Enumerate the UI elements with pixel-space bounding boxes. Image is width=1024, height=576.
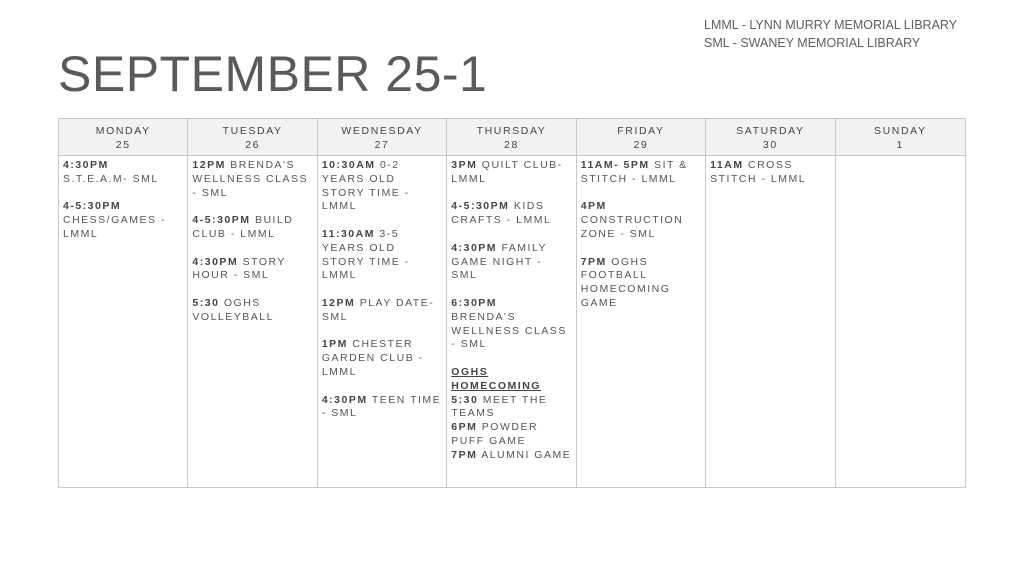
event-time: 10:30AM [321,159,376,171]
day-date: 26 [245,139,261,151]
day-name: SATURDAY [736,125,805,137]
event-time: 11AM- 5PM [580,159,650,171]
event-text: QUILT CLUB- LMML [451,159,563,185]
library-legend [704,16,957,52]
day-cell-monday [59,156,188,487]
day-header-wednesday [318,119,447,156]
event-item [63,200,183,241]
event-time: 4:30PM [321,393,368,406]
day-name: SUNDAY [873,125,927,137]
event-item [451,200,571,228]
event-text: BRENDA'S WELLNESS CLASS - SML [451,310,567,351]
event-text: TEEN TIME - SML [321,393,442,420]
day-header-tuesday [188,119,317,156]
legend-sml: SML - SWANEY MEMORIAL LIBRARY [704,36,921,50]
event-time: 5:30 [192,296,220,309]
day-date: 28 [504,139,519,151]
event-text: S.T.E.A.M- SML [63,172,159,185]
event-text: FAMILY GAME NIGHT - SML [451,241,547,282]
event-item [192,256,312,284]
event-time: 7PM [580,255,607,268]
event-item [581,159,701,187]
event-time: 5:30 [451,393,479,406]
event-text: PLAY DATE- SML [321,296,435,323]
day-header-friday [577,119,706,156]
weekly-calendar [58,118,966,488]
day-name: MONDAY [95,125,151,137]
event-item [322,159,442,214]
day-header-monday [59,119,188,156]
event-text: SIT & STITCH - LMML [580,159,688,185]
day-name: TUESDAY [222,125,283,137]
event-text: CONSTRUCTION ZONE - SML [580,214,684,240]
day-name: WEDNESDAY [341,125,423,137]
legend-lmml: LMML - LYNN MURRY MEMORIAL LIBRARY [704,18,958,32]
event-text: OGHS FOOTBALL HOMECOMING GAME [580,255,671,309]
day-cell-thursday [447,156,576,487]
event-time: 4PM [580,200,607,213]
event-item [581,256,701,311]
event-time: 3PM [451,159,478,171]
event-time: 11AM [710,159,744,171]
event-time: 4-5:30PM [192,214,251,227]
page-title: SEPTEMBER 25-1 [58,46,488,102]
event-item [451,159,571,187]
event-time: 1PM [321,338,348,351]
event-item [322,228,442,283]
event-time: 4:30PM [192,255,239,268]
homecoming-heading [451,366,571,394]
event-item [192,214,312,242]
event-item [451,242,571,283]
event-item [192,159,312,200]
day-name: FRIDAY [617,125,665,137]
day-header-saturday [706,119,835,156]
event-text: CROSS STITCH - LMML [710,159,807,185]
day-date: 27 [374,139,390,151]
event-time: 6PM [451,421,478,434]
event-time: 6:30PM [451,296,498,309]
event-item [451,421,571,449]
event-text: 0-2 YEARS OLD STORY TIME - LMML [321,159,410,213]
event-text: BUILD CLUB - LMML [192,214,294,240]
event-item [451,297,571,352]
event-text: KIDS CRAFTS - LMML [451,200,552,227]
event-text: 3-5 YEARS OLD STORY TIME - LMML [321,227,410,282]
day-name: THURSDAY [476,125,547,137]
day-cell-tuesday [188,156,317,487]
event-text: CHESTER GARDEN CLUB - LMML [321,338,424,378]
day-cell-wednesday [318,156,447,487]
day-cell-friday [577,156,706,487]
event-item [63,159,183,187]
event-text: POWDER PUFF GAME [451,421,539,447]
event-time: 12PM [321,296,356,309]
day-date: 29 [633,139,649,151]
day-date: 30 [762,139,778,151]
event-item [451,394,571,422]
event-item [581,200,701,241]
day-cell-saturday [706,156,835,487]
day-header-thursday [447,119,576,156]
event-time: 4-5:30PM [451,200,510,213]
day-cell-sunday [836,156,965,487]
event-time: 12PM [192,159,226,171]
event-item [322,394,442,422]
event-time: 4-5:30PM [63,200,122,213]
day-header-sunday [836,119,965,156]
event-text: STORY HOUR - SML [192,255,286,282]
event-time: 11:30AM [321,227,375,240]
event-text: MEET THE TEAMS [451,393,548,420]
event-text: OGHS VOLLEYBALL [192,296,274,323]
event-item [451,449,571,463]
event-text: ALUMNI GAME [481,448,572,461]
event-time: 4:30PM [63,159,109,171]
event-item [710,159,830,187]
event-time: 7PM [451,448,478,461]
homecoming-title: OGHS HOMECOMING [451,365,541,392]
day-date: 1 [896,139,904,151]
day-date: 25 [115,139,131,151]
event-item [192,297,312,325]
event-time: 4:30PM [451,241,498,254]
event-item [322,338,442,379]
event-text: CHESS/GAMES - LMML [63,214,166,240]
event-text: BRENDA'S WELLNESS CLASS - SML [192,159,308,199]
event-item [322,297,442,325]
